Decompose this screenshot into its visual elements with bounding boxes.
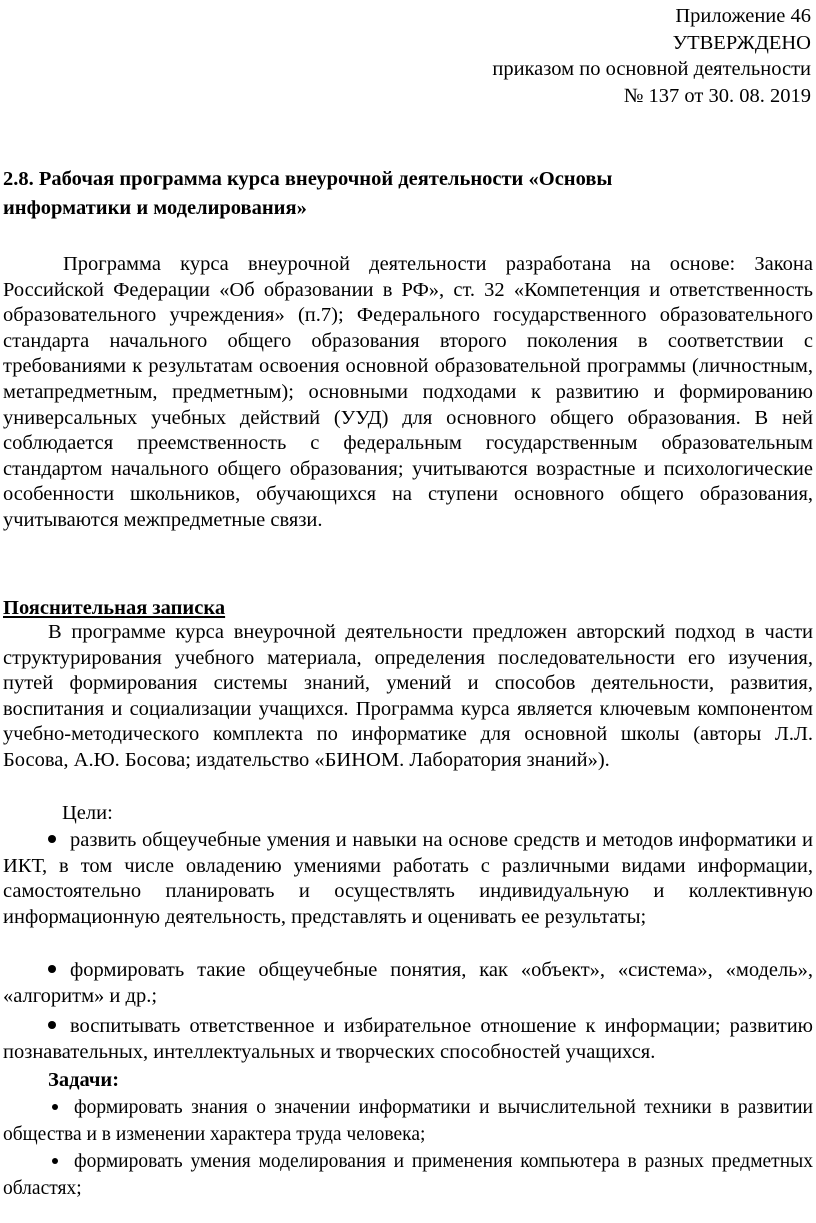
section-heading (3, 165, 803, 223)
task-item-2-text: формировать умения моделирования и применения компьютера в разных предметных областях; (3, 1151, 813, 1199)
goals-label: Цели: (62, 802, 113, 824)
explanatory-note-title: Пояснительная записка (3, 597, 226, 619)
order-number-date: № 137 от 30. 08. 2019 (623, 84, 811, 107)
bullet-icon (48, 965, 56, 973)
task-item-1-text: формировать знания о значении информатики и вычислительной техники в развитии общества и в изменении характера труда человека; (3, 1097, 813, 1145)
order-reference: приказом по основной деятельности (492, 58, 811, 80)
appendix-number: Приложение 46 (675, 5, 811, 27)
bullet-icon (52, 1104, 58, 1110)
tasks-label: Задачи: (48, 1069, 120, 1091)
approval-header (492, 3, 811, 109)
goal-item-2-text: формировать такие общеучебные понятия, как «объект», «система», «модель», «алгоритм» и др.; (3, 959, 813, 1007)
explanatory-paragraph: В программе курса внеурочной деятельности предложен авторский подход в части структурирования учебного материала, определения последовательности его изучения, путей формирования системы знаний, умений и способов деятельности, развития, воспитания и социализации учащихся. Программа курса является ключевым компонентом учебно-методического комплекта по информатике для основной школы (авторы Л.Л. Босова, А.Ю. Босова; издательство «БИНОМ. Лаборатория знаний»). (3, 621, 813, 771)
goal-item-1 (3, 828, 813, 930)
section-heading-line-1: 2.8. Рабочая программа курса внеурочной деятельности «Основы (3, 168, 613, 190)
goal-item-3 (3, 1014, 813, 1065)
section-heading-line-2: информатики и моделирования» (3, 197, 307, 219)
goal-item-3-text: воспитывать ответственное и избирательное отношение к информации; развитию познавательных, интеллектуальных и творческих способностей учащихся. (3, 1015, 813, 1063)
task-item-2 (3, 1148, 813, 1202)
intro-paragraph: Программа курса внеурочной деятельности разработана на основе: Закона Российской Федерации «Об образовании в РФ», ст. 32 «Компетенция и ответственность образовательного учреждения» (п.7); Федерального государственного образовательного стандарта начального общего образования второго поколения в соответствии с требованиями к результатам освоения основной образовательной программы (личностным, метапредметным, предметным); основными подходами к развитию и формированию универсальных учебных действий (УУД) для основного общего образования. В ней соблюдается преемственность с федеральным государственным образовательным стандартом начального общего образования; учитываются возрастные и психологические особенности школьников, обучающихся на ступени основного общего образования, учитываются межпредметные связи. (3, 253, 813, 531)
bullet-icon (48, 835, 56, 843)
approved-label: УТВЕРЖДЕНО (672, 31, 811, 54)
task-item-1 (3, 1094, 813, 1148)
bullet-icon (52, 1158, 58, 1164)
goal-item-2 (3, 958, 813, 1009)
bullet-icon (48, 1021, 56, 1029)
goal-item-1-text: развить общеучебные умения и навыки на основе средств и методов информатики и ИКТ, в том числе овладению умениями работать с различными видами информации, самостоятельно планировать и осуществлять индивидуальную и коллективную информационную деятельность, представлять и оценивать ее результаты; (3, 829, 813, 928)
